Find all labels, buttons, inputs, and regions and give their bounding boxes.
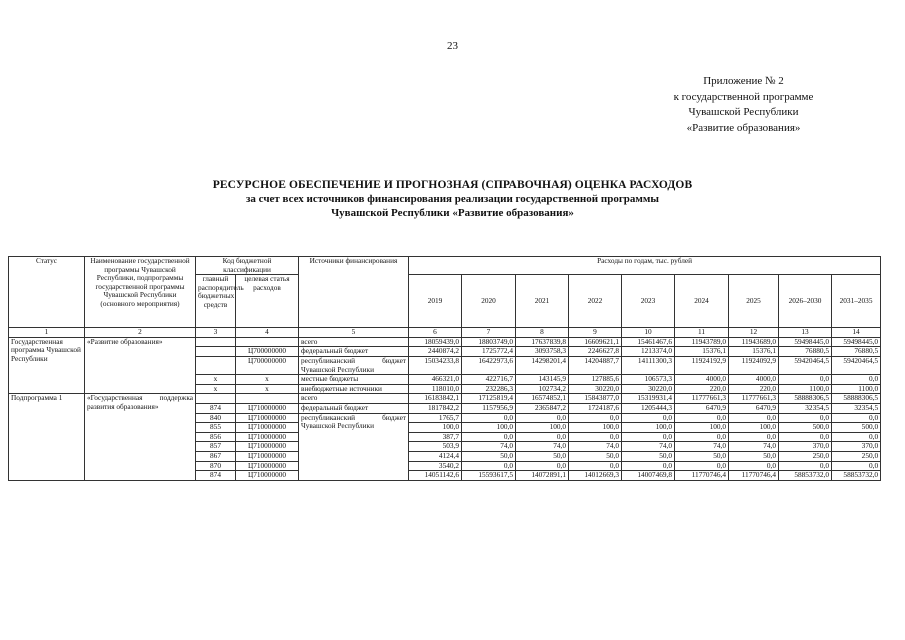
value-cell: 58888306,5 xyxy=(832,394,881,404)
source-cell: республиканский бюджет Чувашской Республики xyxy=(299,356,409,374)
column-number: 3 xyxy=(196,328,236,338)
target-article-cell: Ц710000000 xyxy=(236,403,299,413)
grbs-cell: 856 xyxy=(196,432,236,442)
year-header: 2020 xyxy=(462,275,516,328)
appendix-line: Приложение № 2 xyxy=(703,75,784,87)
value-cell: 1157956,9 xyxy=(462,403,516,413)
value-cell: 0,0 xyxy=(462,432,516,442)
target-article-cell: Ц710000000 xyxy=(236,423,299,433)
value-cell: 422716,7 xyxy=(462,375,516,385)
grbs-cell xyxy=(196,337,236,347)
value-cell: 16422973,6 xyxy=(462,356,516,374)
header-name: Наименование государственной программы Чувашской Республики, подпрограммы государственной программы Чувашской Республики (основного мероприятия) xyxy=(85,257,196,328)
value-cell: 100,0 xyxy=(409,423,462,433)
target-article-cell xyxy=(236,394,299,404)
target-article-cell: Ц710000000 xyxy=(236,413,299,423)
target-article-cell: Ц710000000 xyxy=(236,461,299,471)
value-cell: 50,0 xyxy=(462,451,516,461)
value-cell: 16574852,1 xyxy=(516,394,569,404)
value-cell: 370,0 xyxy=(779,442,832,452)
value-cell: 0,0 xyxy=(832,432,881,442)
grbs-cell: 874 xyxy=(196,471,236,481)
value-cell: 0,0 xyxy=(569,432,622,442)
value-cell: 0,0 xyxy=(462,461,516,471)
value-cell: 58853732,0 xyxy=(779,471,832,481)
value-cell: 74,0 xyxy=(675,442,729,452)
value-cell: 100,0 xyxy=(462,423,516,433)
year-header: 2024 xyxy=(675,275,729,328)
appendix-note xyxy=(600,74,887,136)
column-number: 6 xyxy=(409,328,462,338)
year-header: 2025 xyxy=(729,275,779,328)
value-cell: 100,0 xyxy=(622,423,675,433)
value-cell: 17125819,4 xyxy=(462,394,516,404)
year-header: 2021 xyxy=(516,275,569,328)
value-cell: 0,0 xyxy=(729,432,779,442)
value-cell: 11770746,4 xyxy=(675,471,729,481)
value-cell: 2246627,8 xyxy=(569,347,622,357)
appendix-line: «Развитие образования» xyxy=(686,121,801,134)
grbs-cell xyxy=(196,356,236,374)
value-cell: 15319931,4 xyxy=(622,394,675,404)
value-cell: 6470,9 xyxy=(675,403,729,413)
year-header: 2026–2030 xyxy=(779,275,832,328)
value-cell: 2440874,2 xyxy=(409,347,462,357)
status-cell: Государственная программа Чувашской Республики xyxy=(9,337,85,394)
header-status: Статус xyxy=(9,257,85,328)
appendix-line: Чувашской Республики xyxy=(688,106,799,118)
source-cell: всего xyxy=(299,394,409,404)
table-body xyxy=(9,337,881,480)
value-cell: 1817842,2 xyxy=(409,403,462,413)
value-cell: 1100,0 xyxy=(832,384,881,394)
value-cell: 74,0 xyxy=(462,442,516,452)
value-cell: 466321,0 xyxy=(409,375,462,385)
column-number: 14 xyxy=(832,328,881,338)
value-cell: 15376,1 xyxy=(729,347,779,357)
value-cell: 1725772,4 xyxy=(462,347,516,357)
value-cell: 14204887,7 xyxy=(569,356,622,374)
value-cell: 50,0 xyxy=(622,451,675,461)
value-cell: 76880,5 xyxy=(779,347,832,357)
value-cell: 220,0 xyxy=(729,384,779,394)
value-cell: 11924092,9 xyxy=(729,356,779,374)
column-number: 10 xyxy=(622,328,675,338)
value-cell: 18803749,0 xyxy=(462,337,516,347)
value-cell: 0,0 xyxy=(779,375,832,385)
target-article-cell: Ц700000000 xyxy=(236,347,299,357)
value-cell: 102734,2 xyxy=(516,384,569,394)
value-cell: 1765,7 xyxy=(409,413,462,423)
value-cell: 11924192,9 xyxy=(675,356,729,374)
value-cell: 250,0 xyxy=(832,451,881,461)
title-line: РЕСУРСНОЕ ОБЕСПЕЧЕНИЕ И ПРОГНОЗНАЯ (СПРАВОЧНАЯ) ОЦЕНКА РАСХОДОВ xyxy=(212,179,693,191)
value-cell: 503,9 xyxy=(409,442,462,452)
column-number: 4 xyxy=(236,328,299,338)
year-header: 2031–2035 xyxy=(832,275,881,328)
value-cell: 0,0 xyxy=(779,461,832,471)
year-header: 2019 xyxy=(409,275,462,328)
value-cell: 16183842,1 xyxy=(409,394,462,404)
column-number: 11 xyxy=(675,328,729,338)
column-number: 12 xyxy=(729,328,779,338)
value-cell: 106573,3 xyxy=(622,375,675,385)
value-cell: 58853732,0 xyxy=(832,471,881,481)
value-cell: 14007469,8 xyxy=(622,471,675,481)
value-cell: 6470,9 xyxy=(729,403,779,413)
target-article-cell: Ц700000000 xyxy=(236,356,299,374)
document-title xyxy=(0,178,905,220)
column-numbers-row xyxy=(9,328,881,338)
value-cell: 0,0 xyxy=(779,432,832,442)
value-cell: 11770746,4 xyxy=(729,471,779,481)
value-cell: 14051142,6 xyxy=(409,471,462,481)
value-cell: 0,0 xyxy=(516,461,569,471)
value-cell: 11943689,0 xyxy=(729,337,779,347)
program-name-cell: «Развитие образования» xyxy=(85,337,196,394)
value-cell: 1724187,6 xyxy=(569,403,622,413)
value-cell: 58888306,5 xyxy=(779,394,832,404)
grbs-cell: x xyxy=(196,375,236,385)
table-row xyxy=(9,394,881,404)
value-cell: 143145,9 xyxy=(516,375,569,385)
value-cell: 0,0 xyxy=(569,461,622,471)
value-cell: 18059439,0 xyxy=(409,337,462,347)
value-cell: 11777661,3 xyxy=(729,394,779,404)
title-line: Чувашской Республики «Развитие образования» xyxy=(331,207,574,219)
value-cell: 1213374,0 xyxy=(622,347,675,357)
value-cell: 14111300,3 xyxy=(622,356,675,374)
value-cell: 50,0 xyxy=(675,451,729,461)
value-cell: 59498445,0 xyxy=(779,337,832,347)
value-cell: 0,0 xyxy=(832,413,881,423)
table-header xyxy=(9,257,881,338)
value-cell: 0,0 xyxy=(622,413,675,423)
value-cell: 74,0 xyxy=(569,442,622,452)
value-cell: 32354,5 xyxy=(779,403,832,413)
value-cell: 3093758,3 xyxy=(516,347,569,357)
title-line: за счет всех источников финансирования реализации государственной программы xyxy=(245,193,659,205)
value-cell: 4124,4 xyxy=(409,451,462,461)
value-cell: 14298201,4 xyxy=(516,356,569,374)
target-article-cell: Ц710000000 xyxy=(236,451,299,461)
value-cell: 74,0 xyxy=(729,442,779,452)
value-cell: 4000,0 xyxy=(729,375,779,385)
value-cell: 0,0 xyxy=(729,413,779,423)
year-header: 2022 xyxy=(569,275,622,328)
value-cell: 232286,3 xyxy=(462,384,516,394)
value-cell: 30220,0 xyxy=(569,384,622,394)
value-cell: 14012669,3 xyxy=(569,471,622,481)
resource-table xyxy=(8,256,881,481)
value-cell: 30220,0 xyxy=(622,384,675,394)
grbs-cell: 857 xyxy=(196,442,236,452)
value-cell: 220,0 xyxy=(675,384,729,394)
value-cell: 250,0 xyxy=(779,451,832,461)
column-number: 7 xyxy=(462,328,516,338)
value-cell: 100,0 xyxy=(729,423,779,433)
target-article-cell: x xyxy=(236,384,299,394)
source-cell: всего xyxy=(299,337,409,347)
source-cell: внебюджетные источники xyxy=(299,384,409,394)
value-cell: 74,0 xyxy=(516,442,569,452)
value-cell: 59498445,0 xyxy=(832,337,881,347)
value-cell: 59420464,5 xyxy=(832,356,881,374)
value-cell: 32354,5 xyxy=(832,403,881,413)
value-cell: 370,0 xyxy=(832,442,881,452)
header-sources: Источники финансирования xyxy=(299,257,409,328)
value-cell: 0,0 xyxy=(569,413,622,423)
value-cell: 4000,0 xyxy=(675,375,729,385)
value-cell: 0,0 xyxy=(779,413,832,423)
value-cell: 15843877,0 xyxy=(569,394,622,404)
value-cell: 118010,0 xyxy=(409,384,462,394)
source-cell: федеральный бюджет xyxy=(299,347,409,357)
status-cell: Подпрограмма 1 xyxy=(9,394,85,480)
grbs-cell: 855 xyxy=(196,423,236,433)
grbs-cell: 870 xyxy=(196,461,236,471)
value-cell: 11777661,3 xyxy=(675,394,729,404)
value-cell: 0,0 xyxy=(622,432,675,442)
target-article-cell: Ц710000000 xyxy=(236,471,299,481)
grbs-cell xyxy=(196,394,236,404)
source-cell: федеральный бюджет xyxy=(299,403,409,413)
value-cell: 1205444,3 xyxy=(622,403,675,413)
value-cell: 0,0 xyxy=(516,413,569,423)
value-cell: 76880,5 xyxy=(832,347,881,357)
value-cell: 0,0 xyxy=(832,375,881,385)
column-number: 8 xyxy=(516,328,569,338)
header-budget-code: Код бюджетной классификации xyxy=(196,257,299,275)
value-cell: 14072891,1 xyxy=(516,471,569,481)
value-cell: 387,7 xyxy=(409,432,462,442)
value-cell: 11943789,0 xyxy=(675,337,729,347)
value-cell: 0,0 xyxy=(622,461,675,471)
appendix-line: к государственной программе xyxy=(673,90,814,103)
value-cell: 15376,1 xyxy=(675,347,729,357)
value-cell: 15034233,8 xyxy=(409,356,462,374)
value-cell: 0,0 xyxy=(462,413,516,423)
target-article-cell: x xyxy=(236,375,299,385)
value-cell: 74,0 xyxy=(622,442,675,452)
value-cell: 0,0 xyxy=(516,432,569,442)
grbs-cell: 867 xyxy=(196,451,236,461)
value-cell: 1100,0 xyxy=(779,384,832,394)
value-cell: 100,0 xyxy=(569,423,622,433)
value-cell: 127885,6 xyxy=(569,375,622,385)
value-cell: 2365847,2 xyxy=(516,403,569,413)
page-number: 23 xyxy=(447,40,458,52)
grbs-cell xyxy=(196,347,236,357)
value-cell: 100,0 xyxy=(675,423,729,433)
column-number: 2 xyxy=(85,328,196,338)
source-cell: республиканский бюджет Чувашской Республики xyxy=(299,413,409,480)
grbs-cell: 874 xyxy=(196,403,236,413)
value-cell: 0,0 xyxy=(675,413,729,423)
header-expenses: Расходы по годам, тыс. рублей xyxy=(409,257,881,275)
value-cell: 0,0 xyxy=(832,461,881,471)
column-number: 1 xyxy=(9,328,85,338)
value-cell: 50,0 xyxy=(729,451,779,461)
source-cell: местные бюджеты xyxy=(299,375,409,385)
target-article-cell: Ц710000000 xyxy=(236,442,299,452)
value-cell: 0,0 xyxy=(675,461,729,471)
subprogram-name-cell: «Государственная поддержка развития образования» xyxy=(85,394,196,480)
value-cell: 15461467,6 xyxy=(622,337,675,347)
value-cell: 59420464,5 xyxy=(779,356,832,374)
value-cell: 16609621,1 xyxy=(569,337,622,347)
value-cell: 50,0 xyxy=(516,451,569,461)
value-cell: 17637839,8 xyxy=(516,337,569,347)
value-cell: 100,0 xyxy=(516,423,569,433)
header-target-article: целевая статья расходов xyxy=(236,275,299,328)
column-number: 9 xyxy=(569,328,622,338)
value-cell: 500,0 xyxy=(779,423,832,433)
column-number: 13 xyxy=(779,328,832,338)
value-cell: 50,0 xyxy=(569,451,622,461)
value-cell: 3540,2 xyxy=(409,461,462,471)
value-cell: 15593617,5 xyxy=(462,471,516,481)
value-cell: 0,0 xyxy=(675,432,729,442)
value-cell: 0,0 xyxy=(729,461,779,471)
grbs-cell: x xyxy=(196,384,236,394)
column-number: 5 xyxy=(299,328,409,338)
year-header: 2023 xyxy=(622,275,675,328)
value-cell: 500,0 xyxy=(832,423,881,433)
header-chief-manager: главный распорядитель бюджетных средств xyxy=(196,275,236,328)
target-article-cell: Ц710000000 xyxy=(236,432,299,442)
grbs-cell: 840 xyxy=(196,413,236,423)
